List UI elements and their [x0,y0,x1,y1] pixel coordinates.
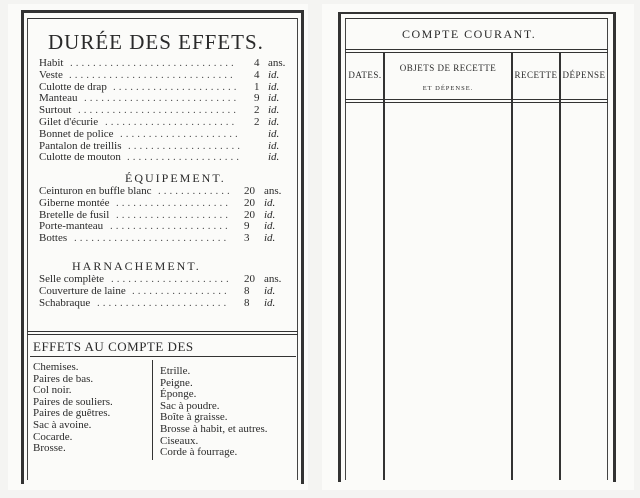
dot-leader: ........................... [84,93,240,105]
item-label: Giberne montée [39,196,110,209]
column-header-objets-line2: ET DÉPENSE. [422,85,474,92]
item-label: Porte-manteau [39,220,104,233]
item-label: Ceinturon en buffle blanc [39,185,152,197]
item-duration: 4 [254,68,260,81]
list-item: Col noir. [33,384,72,397]
list-item [39,233,289,244]
dot-leader: ................. [132,285,230,297]
dot-leader: ....................... [105,117,238,128]
dot-leader: ...................... [113,81,240,93]
divider [30,356,296,357]
item-label: Manteau [39,92,78,105]
right-frame-rule [345,18,608,19]
list-item [39,70,289,81]
right-frame-rule [607,18,608,480]
item-unit: id. [268,92,280,105]
dot-leader: ............................. [69,69,236,81]
item-label: Culotte de mouton [39,151,121,164]
item-label: Bretelle de fusil [39,208,110,221]
item-label: Selle complète [39,273,105,285]
item-unit: id. [264,296,276,309]
item-unit: id. [268,127,280,140]
list-item: Etrille. [160,365,191,377]
item-unit: ans. [268,57,286,69]
dot-leader: ..................... [120,128,241,140]
dot-leader: ........................... [74,233,230,245]
list-item: Éponge. [160,388,197,401]
right-frame-rule [340,12,615,14]
dot-leader: .................... [116,197,231,209]
item-unit: ans. [264,185,282,197]
item-duration: 20 [244,208,255,221]
item-duration: 8 [244,284,250,297]
item-duration: 2 [254,116,260,128]
item-unit: id. [268,104,280,117]
list-item: Peigne. [160,376,193,389]
list-item [39,93,289,104]
dot-leader: .................... [116,209,231,221]
item-duration: 1 [254,80,260,93]
left-frame-rule [27,18,28,480]
compte-title: EFFETS AU COMPTE DES [33,339,194,354]
divider [27,331,298,332]
account-title: COMPTE COURANT. [402,27,537,41]
column-header-objets [385,63,511,92]
list-item [39,152,289,163]
list-item [39,82,289,93]
item-label: Surtout [39,104,72,117]
list-item: Paires de guêtres. [33,407,111,420]
list-item [39,286,289,297]
compte-column-left [33,362,113,455]
item-unit: id. [264,232,276,245]
dot-leader: ............................ [78,105,239,117]
item-duration: 4 [254,57,260,69]
item-duration: 9 [244,220,250,233]
item-label: Bottes [39,232,68,245]
right-frame-rule [345,18,346,480]
column-header-dates: DATES. [348,70,382,80]
column-header-depense: DÉPENSE [562,70,606,80]
item-label: Pantalon de treillis [39,139,122,152]
list-item [39,221,289,232]
item-duration: 20 [244,196,255,209]
list-item: Brosse à habit, et autres. [160,422,268,435]
list-item [39,298,289,309]
list-item [39,58,289,69]
item-unit: id. [268,139,280,152]
item-duration: 2 [254,104,260,117]
item-unit: ans. [264,273,282,285]
right-frame [338,12,341,482]
list-item [39,117,289,128]
column-rule [383,52,385,480]
item-unit: id. [268,151,280,164]
item-unit: id. [264,220,276,233]
list-item: Chemises. [33,361,79,373]
dot-leader: .................... [128,140,243,152]
item-label: Schabraque [39,296,91,309]
list-item: Sac à avoine. [33,418,92,431]
page-title: DURÉE DES EFFETS. [48,30,264,54]
section-title-harnachement: HARNACHEMENT. [72,259,201,273]
column-separator [152,360,153,460]
list-item: Cocarde. [33,430,73,443]
list-item [39,186,289,197]
dot-leader: ............. [158,186,233,197]
section-title-equipement: ÉQUIPEMENT. [125,171,226,185]
list-item [39,210,289,221]
dot-leader: ..................... [111,274,232,285]
list-item: Paires de bas. [33,372,94,385]
dot-leader: ............................. [70,58,237,69]
column-header-recette: RECETTE [514,70,558,80]
item-label: Couverture de laine [39,284,126,297]
item-label: Bonnet de police [39,127,114,140]
list-item: Brosse. [33,442,66,455]
item-label: Gilet d'écurie [39,116,99,128]
list-item: Sac à poudre. [160,399,220,412]
list-item [39,198,289,209]
dot-leader: .................... [127,152,242,164]
header-rule [345,49,608,50]
left-frame-rule [27,18,298,19]
list-item [39,129,289,140]
item-unit: id. [268,116,280,128]
item-unit: id. [268,68,280,81]
list-item [39,105,289,116]
item-duration: 20 [244,185,255,197]
item-duration: 3 [244,232,250,245]
item-duration: 9 [254,92,260,105]
item-label: Habit [39,57,64,69]
item-unit: id. [264,284,276,297]
item-label: Culotte de drap [39,80,107,93]
list-item [39,274,289,285]
item-label: Veste [39,68,63,81]
list-item [39,141,289,152]
item-unit: id. [264,196,276,209]
item-duration: 20 [244,273,255,285]
list-item: Boîte à graisse. [160,411,228,424]
right-frame [613,12,616,482]
list-item: Ciseaux. [160,434,199,447]
item-unit: id. [268,80,280,93]
column-rule [559,52,561,480]
item-duration: 8 [244,296,250,309]
column-rule [511,52,513,480]
dot-leader: ....................... [97,297,230,309]
left-frame-rule [297,18,298,480]
divider [27,334,298,335]
compte-column-right [160,366,268,459]
item-unit: id. [264,208,276,221]
list-item: Corde à fourrage. [160,446,238,459]
list-item: Paires de souliers. [33,395,113,408]
column-header-objets-line1: OBJETS DE RECETTE [399,63,497,73]
dot-leader: ..................... [110,221,231,233]
